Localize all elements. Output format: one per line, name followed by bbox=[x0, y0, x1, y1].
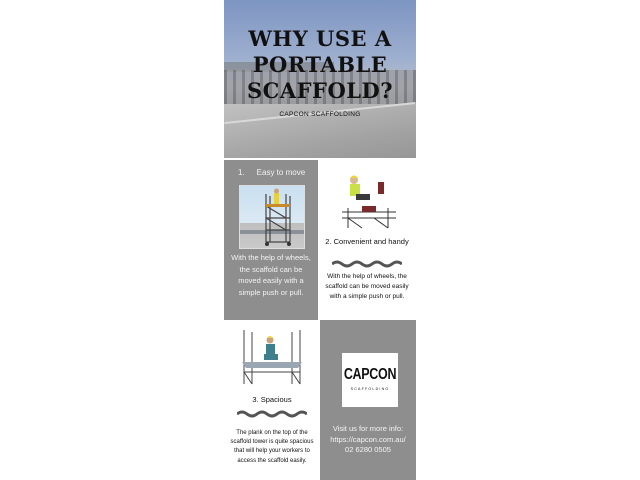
section-2-title: 2. Convenient and handy bbox=[325, 237, 409, 246]
section-easy-to-move bbox=[224, 160, 318, 320]
contact-info bbox=[320, 424, 416, 456]
phone-number[interactable]: 02 6280 0505 bbox=[345, 445, 391, 454]
hero-title-line-1: WHY USE A bbox=[248, 26, 392, 51]
hero-banner bbox=[224, 0, 416, 158]
hero-title-line-3: SCAFFOLD? bbox=[246, 78, 394, 103]
section-3-title: 3. Spacious bbox=[252, 395, 292, 404]
logo-subtext: SCAFFOLDING bbox=[350, 387, 390, 391]
section-2-description: With the help of wheels, the scaffold can be moved easily with a simple push or pull. bbox=[325, 273, 409, 300]
section-1-heading bbox=[238, 168, 317, 177]
hero-subtitle: CAPCON SCAFFOLDING bbox=[279, 111, 361, 118]
wave-divider-icon bbox=[332, 260, 402, 268]
contact-section bbox=[320, 320, 416, 480]
infographic bbox=[224, 0, 416, 480]
section-3-description: The plank on the top of the scaffold tower is quite spacious that will help your workers to access the scaffold easily. bbox=[230, 430, 314, 464]
worker-illustration bbox=[338, 172, 398, 230]
capcon-logo bbox=[342, 353, 398, 407]
website-link[interactable]: https://capcon.com.au/ bbox=[330, 434, 406, 444]
worker-on-scaffold-icon bbox=[338, 172, 398, 230]
section-1-title: Easy to move bbox=[256, 168, 306, 177]
logo-wordmark: CAPCON bbox=[343, 365, 397, 383]
wave-divider-icon bbox=[237, 410, 307, 418]
sitting-worker-illustration bbox=[240, 326, 304, 388]
section-convenient bbox=[318, 160, 416, 320]
contact-heading: Visit us for more info: bbox=[332, 424, 404, 433]
sitting-worker-icon bbox=[240, 326, 304, 388]
hero-title bbox=[224, 26, 416, 104]
hero-title-line-2: PORTABLE bbox=[252, 52, 388, 77]
scaffold-tower-icon bbox=[240, 186, 304, 248]
section-1-number: 1. bbox=[238, 168, 245, 177]
section-spacious bbox=[224, 320, 320, 480]
scaffold-tower-photo bbox=[239, 185, 305, 249]
section-1-description: With the help of wheels, the scaffold can be moved easily with a simple push or pull. bbox=[231, 253, 311, 297]
